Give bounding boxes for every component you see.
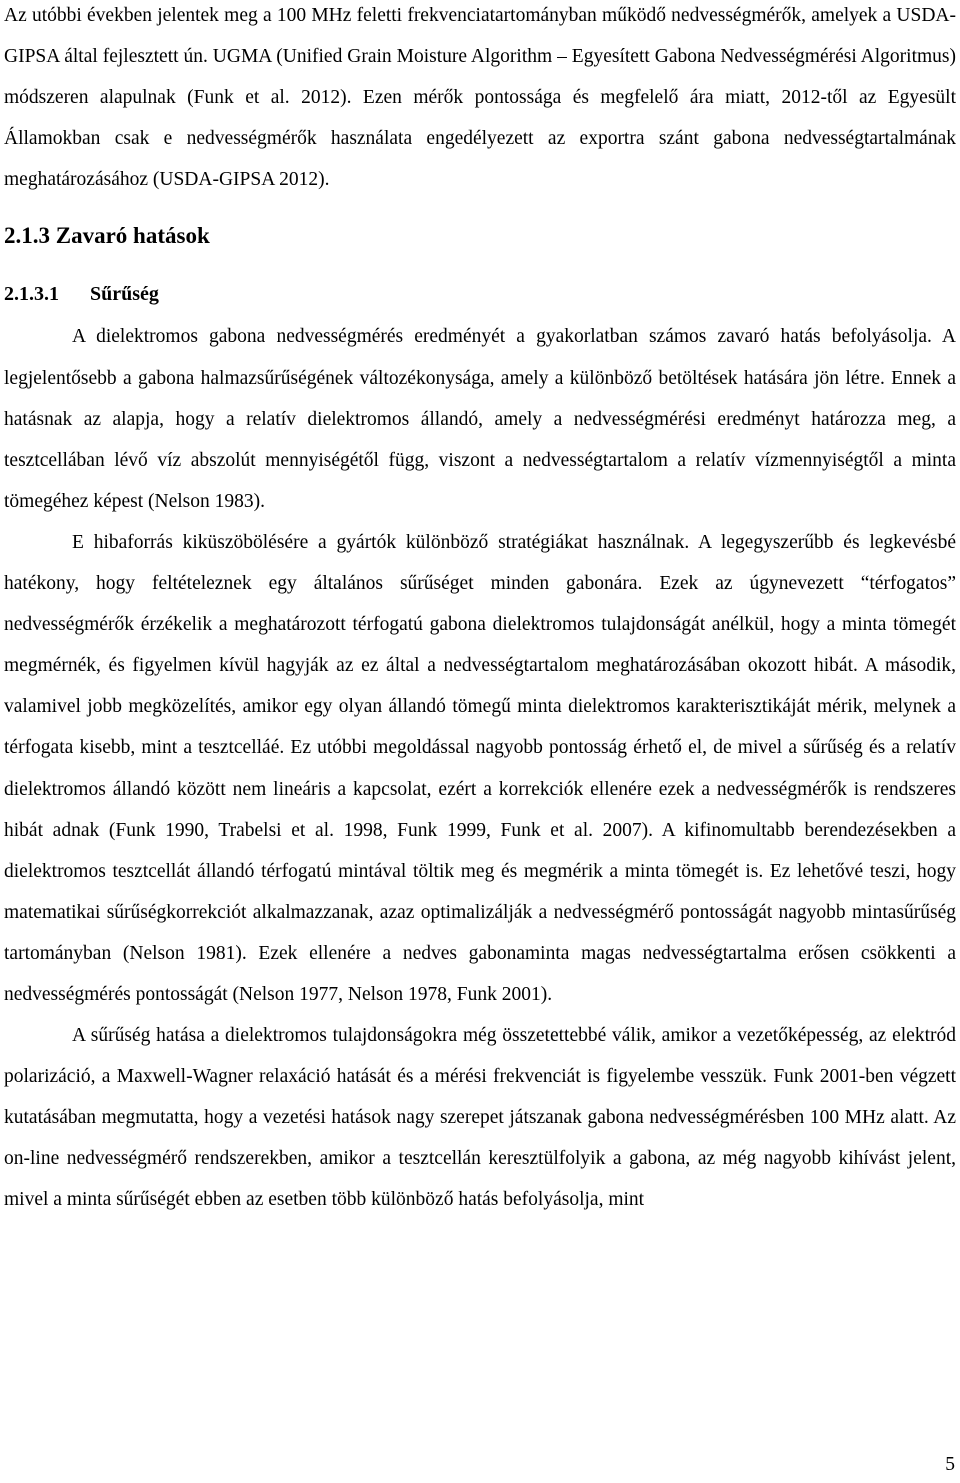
section-heading: 2.1.3 Zavaró hatások xyxy=(4,223,210,249)
subsection-title: Sűrűség xyxy=(90,283,159,306)
page-number: 5 xyxy=(945,1454,955,1475)
subsection-number: 2.1.3.1 xyxy=(4,283,59,306)
intro-paragraph: Az utóbbi években jelentek meg a 100 MHz feletti frekvenciatartományban működő nedvességmérők, amelyek a USDA-GIPSA által fejlesztett ún. UGMA (Unified Grain Moisture Algorithm – Egyesített Gabona Nedvességmérési Algoritmus) módszeren alapulnak (Funk et al. 2012). Ezen mérők pontossága és megfelelő ára miatt, 2012-től az Egyesült Államokban csak e nedvességmérők használata engedélyezett az exportra szánt gabona nedvességtartalmának meghatározásához (USDA-GIPSA 2012). xyxy=(4,5,956,191)
document-page xyxy=(4,0,956,1221)
paragraph-correction-strategies: E hibaforrás kiküszöbölésére a gyártók különböző stratégiákat használnak. A legegyszerűbb és legkevésbé hatékony, hogy feltételeznek egy általános sűrűséget minden gabonára. Ezek az úgynevezett “térfogatos” nedvességmérők érzékelik a meghatározott térfogatú gabona dielektromos tulajdonságát anélkül, hogy a minta tömegét megmérnék, és figyelmen kívül hagyják az ez által a nedvességtartalom meghatározásában okozott hibát. A második, valamivel jobb megközelítés, amikor egy olyan állandó tömegű minta dielektromos karakterisztikáját mérik, melynek a térfogata kisebb, mint a tesztcelláé. Ez utóbbi megoldással nagyobb pontosság érhető el, de mivel a sűrűség és a relatív dielektromos állandó között nem lineáris a kapcsolat, ezért a korrekciók ellenére ezek a nedvességmérők is rendszeres hibát adnak (Funk 1990, Trabelsi et al. 1998, Funk 1999, Funk et al. 2007). A kifinomultabb berendezésekben a dielektromos tesztcellát állandó térfogatú mintával töltik meg és megmérik a minta tömegét is. Ez lehetővé teszi, hogy matematikai sűrűségkorrekciót alkalmazzanak, azaz optimalizálják a nedvességmérő pontosságát nagyobb mintasűrűség tartományban (Nelson 1981). Ezek ellenére a nedves gabonaminta magas nedvességtartalma erősen csökkenti a nedvességmérés pontosságát (Nelson 1977, Nelson 1978, Funk 2001). xyxy=(4,531,956,1005)
subsection-heading xyxy=(4,272,956,316)
paragraph-conductivity-effects: A sűrűség hatása a dielektromos tulajdonságokra még összetettebbé válik, amikor a vezetőképesség, az elektród polarizáció, a Maxwell-Wagner relaxáció hatását és a mérési frekvenciát is figyelembe vesszük. Funk 2001-ben végzett kutatásában megmutatta, hogy a vezetési hatások nagy szerepet játszanak gabona nedvességmérésben 100 MHz alatt. Az on-line nedvességmérő rendszerekben, amikor a tesztcellán keresztülfolyik a gabona, az még nagyobb kihívást jelent, mivel a minta sűrűségét ebben az esetben több különböző hatás befolyásolja, mint xyxy=(4,1025,956,1211)
paragraph-density-intro: A dielektromos gabona nedvességmérés eredményét a gyakorlatban számos zavaró hatás befolyásolja. A legjelentősebb a gabona halmazsűrűségének változékonysága, amely a különböző betöltések hatására jön létre. Ennek a hatásnak az alapja, hogy a relatív dielektromos állandó, amely a nedvességmérési eredményt határozza meg, a tesztcellában lévő víz abszolút mennyiségétől függ, viszont a nedvességtartalom a relatív vízmennyiségtől a minta tömegéhez képest (Nelson 1983). xyxy=(4,326,956,512)
